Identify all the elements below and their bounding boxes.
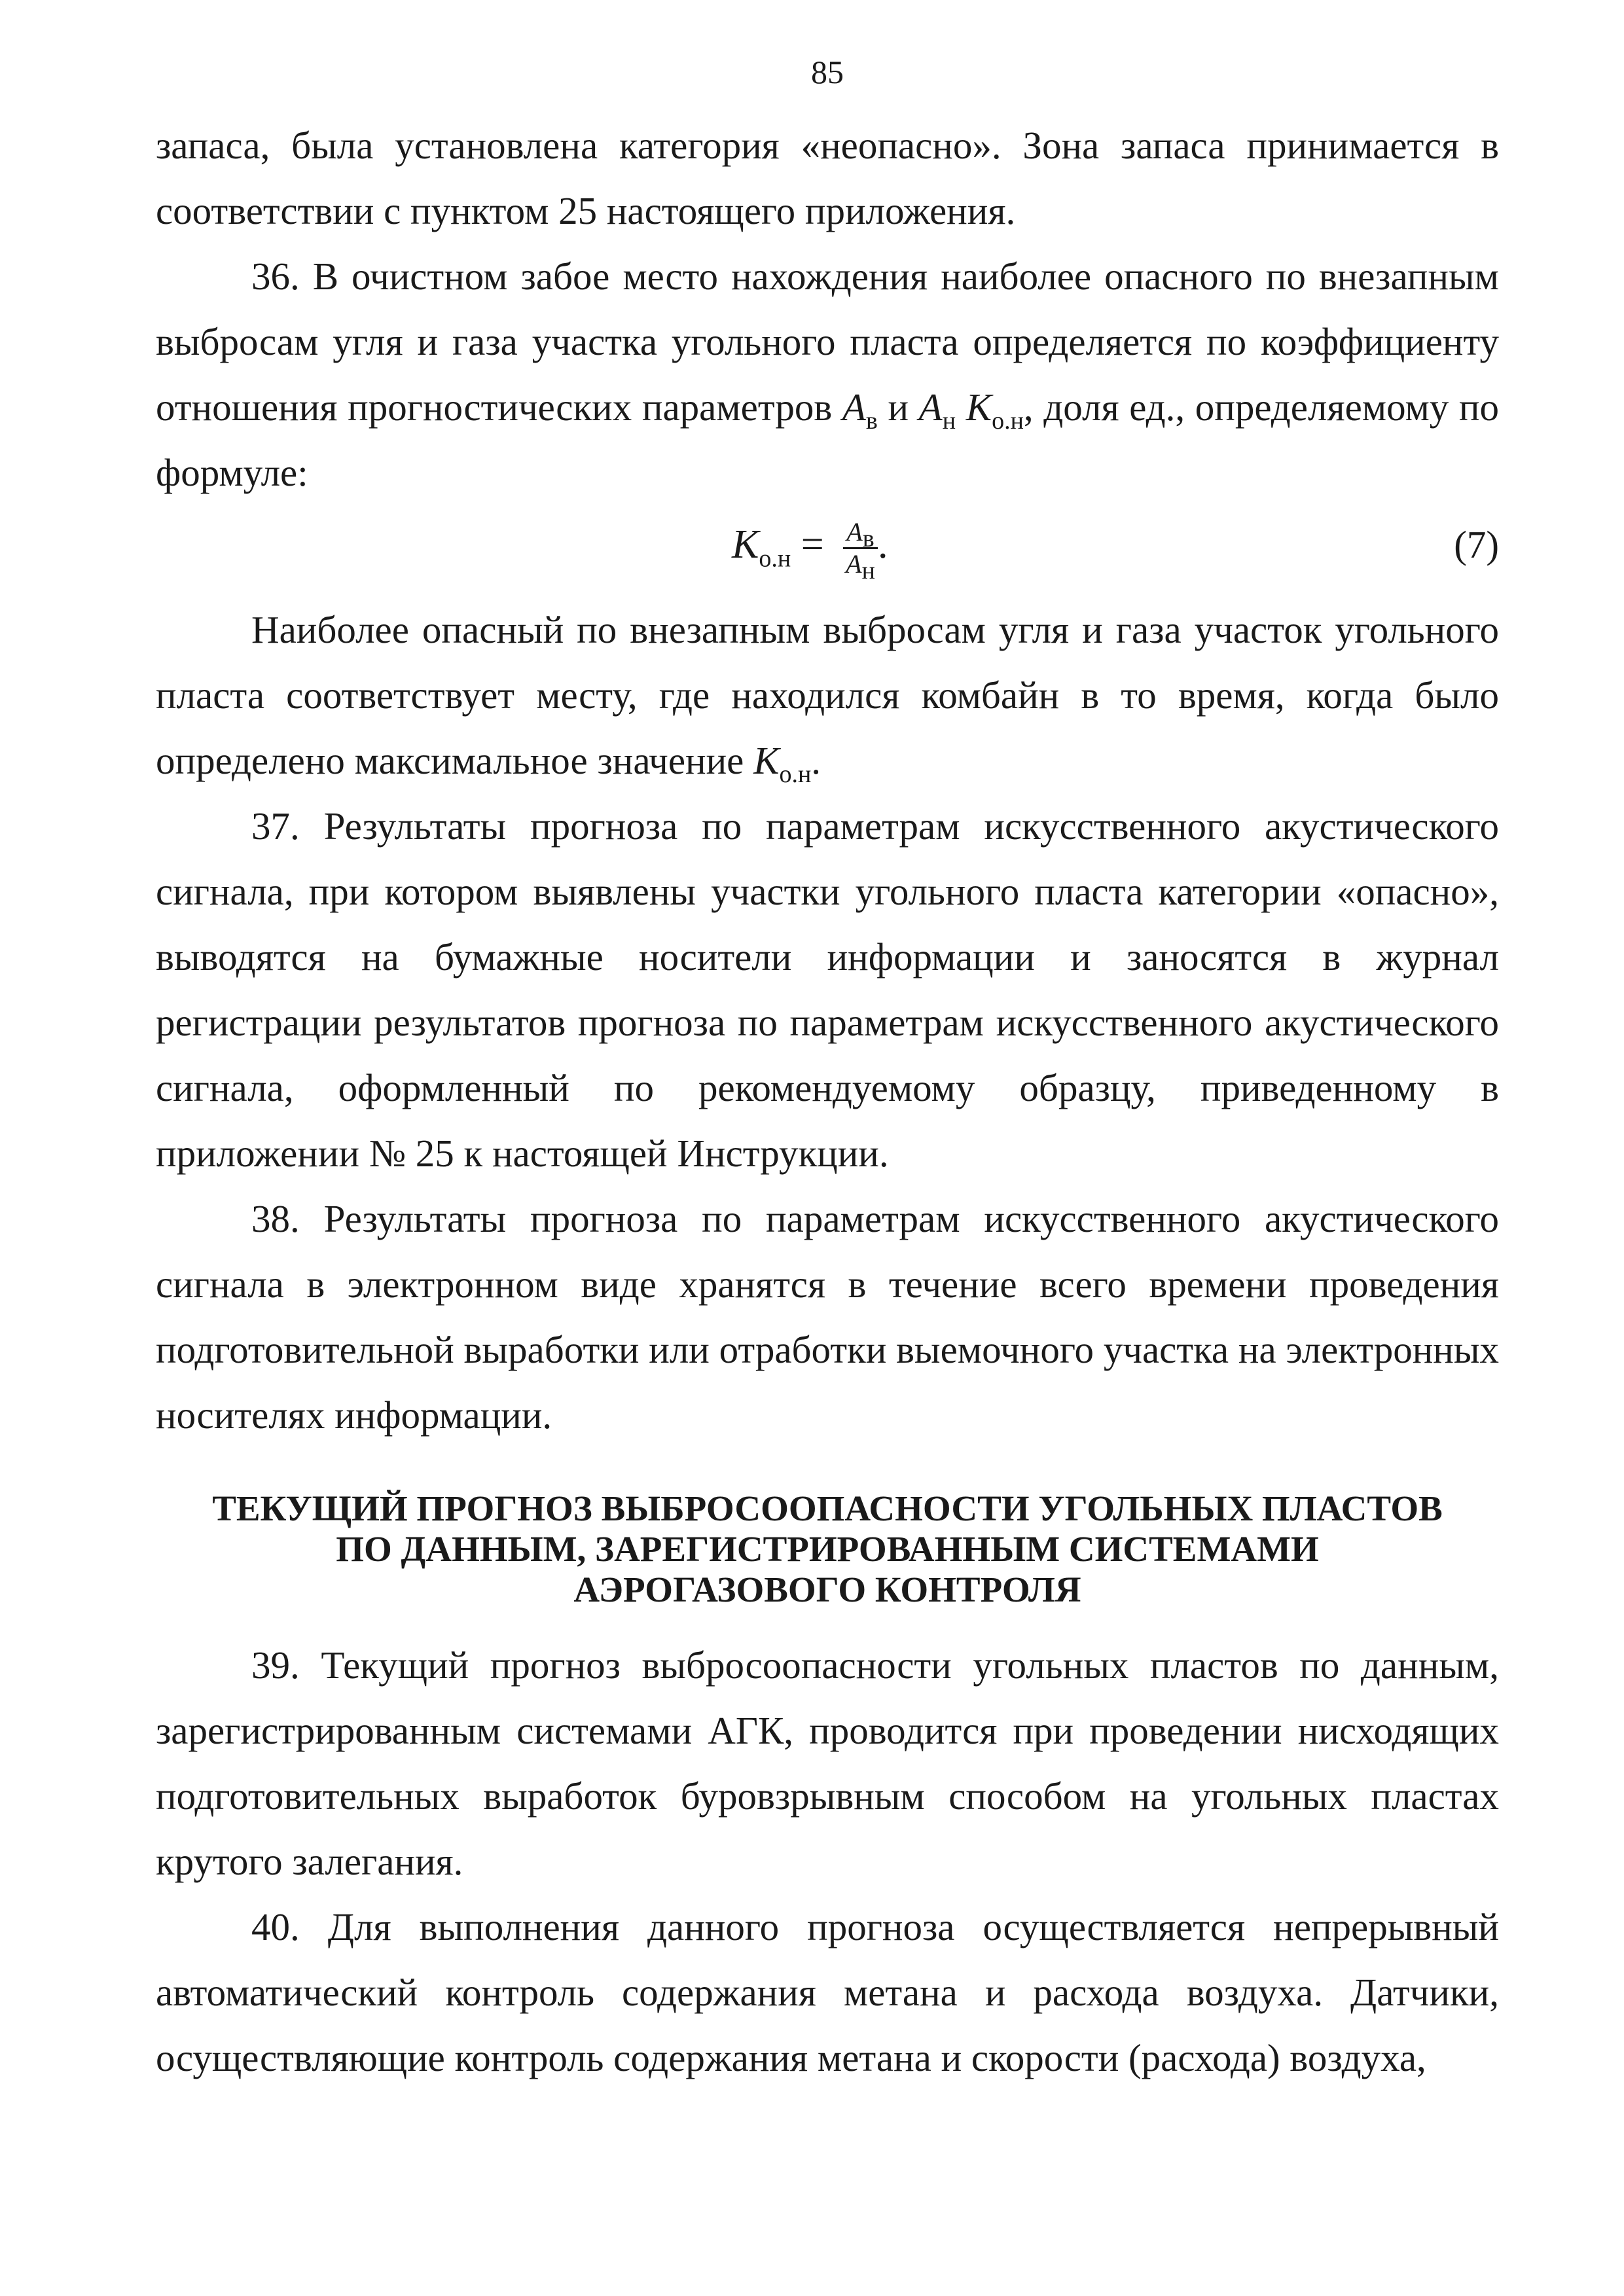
formula-number: (7) [1454,523,1499,566]
formula-fraction [843,517,878,585]
formula-denominator [843,549,878,585]
section-heading-line-2: ПО ДАННЫМ, ЗАРЕГИСТРИРОВАННЫМ СИСТЕМАМИ [336,1529,1319,1569]
paragraph-after-formula [156,597,1499,793]
section-heading [156,1488,1499,1610]
paragraph-after-formula-text: Наиболее опасный по внезапным выбросам угля и газа участок угольного пласта соответствует месту, где находился комбайн в то время, когда было определено максимальное значение [156,608,1499,782]
numerator-symbol: A [846,517,863,547]
paragraph-36-text-end: , доля ед., определяемому по формуле: [156,386,1500,494]
formula-end: . [877,522,888,567]
formula-7 [732,512,888,585]
paragraph-continuation: запаса, была установлена категория «неопасно». Зона запаса принимается в соответствии с пунктом 25 настоящего приложения. [156,124,1499,232]
subscript-v: в [865,406,878,435]
subscript-on: о.н [779,760,812,788]
denominator-symbol: A [846,549,862,579]
subscript-n: н [942,406,956,435]
section-heading-line-3: АЭРОГАЗОВОГО КОНТРОЛЯ [573,1570,1081,1609]
section-heading-line-1: ТЕКУЩИЙ ПРОГНОЗ ВЫБРОСООПАСНОСТИ УГОЛЬНЫХ ПЛАСТОВ [212,1488,1443,1528]
formula-numerator [843,517,878,553]
paragraph-36-text: 36. В очистном забое место нахождения наиболее опасного по внезапным выбросам угля и газа участка угольного пласта определяется по коэффициенту отношения прогностических параметров [156,255,1499,429]
formula-equals: = [791,522,835,567]
numerator-subscript: в [862,525,875,553]
formula-lhs: K [732,522,759,567]
formula-lhs-subscript: о.н [759,545,791,573]
paragraph-39: 39. Текущий прогноз выбросоопасности угольных пластов по данным, зарегистрированным системами АГК, проводится при проведении нисходящих подготовительных выработок буровзрывным способом на угольных пластах крутого залегания. [156,1643,1499,1883]
period: . [811,739,821,782]
denominator-subscript: н [861,557,875,585]
page-number: 85 [811,54,844,90]
paragraph-38: 38. Результаты прогноза по параметрам искусственного акустического сигнала в электронном виде хранятся в течение всего времени проведения подготовительной выработки или отработки выемочного участка на электронных носителях информации. [156,1197,1499,1437]
symbol-a: A [842,386,866,429]
space [956,386,966,429]
conjunction: и [877,386,919,429]
paragraph-36 [156,243,1499,505]
symbol-k: K [753,739,780,782]
symbol-a: A [918,386,943,429]
paragraph-40: 40. Для выполнения данного прогноза осуществляется непрерывный автоматический контроль содержания метана и расхода воздуха. Датчики, осуществляющие контроль содержания метана и скорости (расхода) воздуха, [156,1905,1499,2079]
document-page [156,0,1499,2296]
formula-block [156,505,1499,597]
subscript-on: о.н [992,406,1024,435]
document-body [156,113,1499,2090]
symbol-k: K [965,386,992,429]
paragraph-37: 37. Результаты прогноза по параметрам искусственного акустического сигнала, при котором выявлены участки угольного пласта категории «опасно», выводятся на бумажные носители информации и заносятся в журнал регистрации результатов прогноза по параметрам искусственного акустического сигнала, оформленный по рекомендуемому образцу, приведенному в приложении № 25 к настоящей Инструкции. [156,804,1499,1175]
